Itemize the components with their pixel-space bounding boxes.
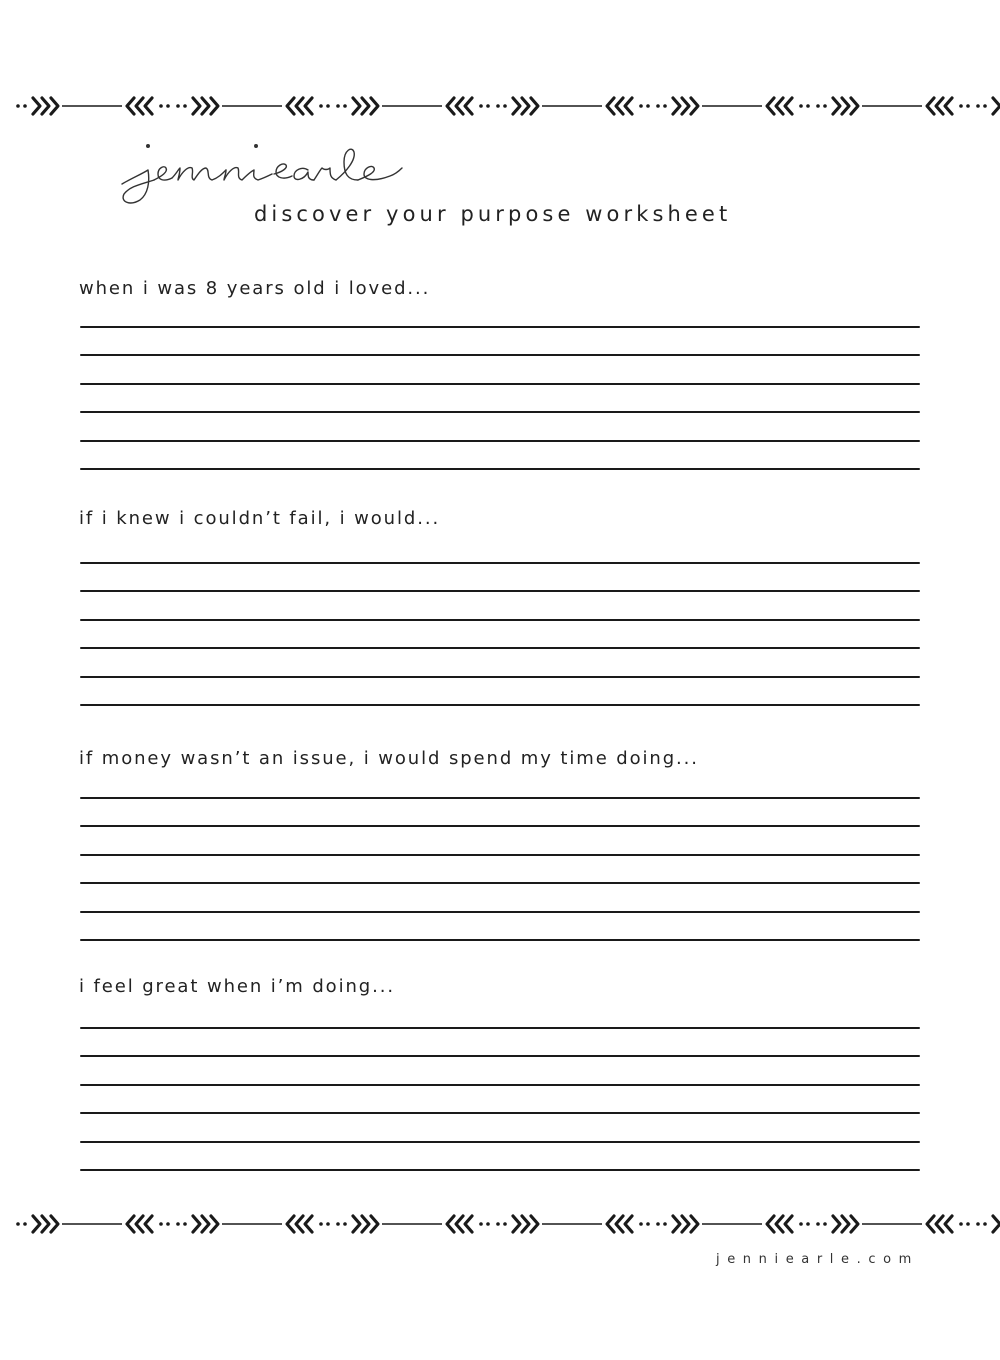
dot-icon [496,1222,500,1226]
answer-line[interactable] [80,1027,920,1029]
dot-icon [343,104,347,108]
dot-icon [976,1222,980,1226]
answer-line[interactable] [80,619,920,621]
chevron-icon [465,1216,472,1232]
chevron-icon [927,98,934,114]
chevron-icon [691,98,698,114]
chevron-icon [211,98,218,114]
dot-icon [159,104,163,108]
chevron-icon [193,1216,200,1232]
answer-line[interactable] [80,1084,920,1086]
chevron-icon [296,98,303,114]
dot-icon [343,1222,347,1226]
chevron-icon [305,1216,312,1232]
dot-icon [966,1222,970,1226]
chevron-icon [776,98,783,114]
dot-icon [823,104,827,108]
chevron-icon [447,1216,454,1232]
dot-icon [799,1222,803,1226]
chevron-icon [682,1216,689,1232]
answer-line[interactable] [80,562,920,564]
dot-icon [336,104,340,108]
answer-line[interactable] [80,676,920,678]
chevron-icon [673,98,680,114]
arrow-chevron-border-icon [16,98,1000,114]
dot-icon [983,104,987,108]
chevron-icon [202,1216,209,1232]
dot-icon [496,104,500,108]
answer-line[interactable] [80,1055,920,1057]
dot-icon [166,104,170,108]
chevron-icon [287,1216,294,1232]
dot-icon [319,104,323,108]
chevron-icon [371,98,378,114]
chevron-icon [682,98,689,114]
chevron-icon [945,98,952,114]
chevron-icon [513,1216,520,1232]
answer-line[interactable] [80,882,920,884]
dot-icon [799,104,803,108]
answer-line[interactable] [80,440,920,442]
dot-icon [959,104,963,108]
dot-icon [816,104,820,108]
prompt-couldnt-fail: if i knew i couldn’t fail, i would... [79,508,441,529]
chevron-icon [607,98,614,114]
dot-icon [479,1222,483,1226]
chevron-icon [691,1216,698,1232]
dot-icon [823,1222,827,1226]
dot-icon [166,1222,170,1226]
answer-line[interactable] [80,939,920,941]
chevron-icon [936,98,943,114]
answer-lines-section-1[interactable] [80,326,920,496]
footer-website-url: jenniearle.com [716,1252,919,1267]
chevron-icon [42,1216,49,1232]
dot-icon [959,1222,963,1226]
dot-icon [663,104,667,108]
chevron-icon [785,98,792,114]
chevron-icon [211,1216,218,1232]
chevron-icon [851,1216,858,1232]
chevron-icon [127,98,134,114]
chevron-icon [136,1216,143,1232]
chevron-icon [625,98,632,114]
dot-icon [183,104,187,108]
dot-icon [663,1222,667,1226]
chevron-icon [993,98,1000,114]
dot-icon [656,1222,660,1226]
dot-icon [966,104,970,108]
answer-line[interactable] [80,854,920,856]
chevron-icon [51,98,58,114]
chevron-icon [145,1216,152,1232]
dot-icon [503,104,507,108]
chevron-icon [287,98,294,114]
chevron-icon [616,98,623,114]
prompt-eight-years-old: when i was 8 years old i loved... [79,278,431,299]
prompt-feel-great: i feel great when i’m doing... [79,976,395,997]
worksheet-subtitle: discover your purpose worksheet [254,202,732,226]
chevron-icon [927,1216,934,1232]
chevron-icon [33,1216,40,1232]
dot-icon [976,104,980,108]
chevron-icon [936,1216,943,1232]
answer-line[interactable] [80,647,920,649]
answer-line[interactable] [80,326,920,328]
chevron-icon [531,1216,538,1232]
dot-icon [806,1222,810,1226]
dot-icon [479,104,483,108]
chevron-icon [833,98,840,114]
dot-icon [159,1222,163,1226]
chevron-icon [522,98,529,114]
dot-icon [16,1222,20,1226]
dot-icon [16,104,20,108]
chevron-icon [785,1216,792,1232]
chevron-icon [42,98,49,114]
arrow-chevron-border-icon [16,1216,1000,1232]
dot-icon [336,1222,340,1226]
dot-icon [183,1222,187,1226]
answer-line[interactable] [80,1141,920,1143]
chevron-icon [305,98,312,114]
chevron-icon [362,1216,369,1232]
dot-icon [326,1222,330,1226]
chevron-icon [456,98,463,114]
chevron-icon [202,98,209,114]
answer-lines-section-4[interactable] [80,1027,920,1197]
chevron-icon [362,98,369,114]
chevron-icon [625,1216,632,1232]
chevron-icon [993,1216,1000,1232]
chevron-icon [371,1216,378,1232]
answer-line[interactable] [80,411,920,413]
chevron-icon [136,98,143,114]
chevron-icon [447,98,454,114]
chevron-icon [673,1216,680,1232]
dot-icon [646,1222,650,1226]
dot-icon [646,104,650,108]
dot-icon [656,104,660,108]
handwritten-signature-logo [118,140,408,210]
chevron-icon [127,1216,134,1232]
chevron-icon [353,1216,360,1232]
dot-icon [639,1222,643,1226]
dot-icon [816,1222,820,1226]
chevron-icon [945,1216,952,1232]
chevron-icon [193,98,200,114]
dot-icon [176,104,180,108]
answer-line[interactable] [80,825,920,827]
dot-icon [486,104,490,108]
answer-lines-section-2[interactable] [80,562,920,732]
dot-icon [23,104,27,108]
answer-line[interactable] [80,797,920,799]
chevron-icon [296,1216,303,1232]
chevron-icon [531,98,538,114]
chevron-icon [767,1216,774,1232]
answer-line[interactable] [80,1169,920,1171]
answer-line[interactable] [80,704,920,706]
chevron-icon [522,1216,529,1232]
answer-line[interactable] [80,354,920,356]
dot-icon [176,1222,180,1226]
answer-line[interactable] [80,590,920,592]
chevron-icon [51,1216,58,1232]
chevron-icon [776,1216,783,1232]
decorative-arrow-border-top [0,86,1000,126]
dot-icon [486,1222,490,1226]
brand-logo [118,140,408,210]
chevron-icon [842,1216,849,1232]
answer-line[interactable] [80,383,920,385]
chevron-icon [33,98,40,114]
dot-icon [23,1222,27,1226]
chevron-icon [607,1216,614,1232]
chevron-icon [145,98,152,114]
dot-icon [983,1222,987,1226]
dot-icon [806,104,810,108]
chevron-icon [851,98,858,114]
prompt-money-not-issue: if money wasn’t an issue, i would spend my time doing... [79,748,699,769]
chevron-icon [767,98,774,114]
answer-line[interactable] [80,468,920,470]
chevron-icon [616,1216,623,1232]
dot-icon [326,104,330,108]
chevron-icon [456,1216,463,1232]
chevron-icon [465,98,472,114]
answer-line[interactable] [80,1112,920,1114]
chevron-icon [513,98,520,114]
decorative-arrow-border-bottom [0,1204,1000,1244]
chevron-icon [842,98,849,114]
answer-lines-section-3[interactable] [80,797,920,967]
chevron-icon [833,1216,840,1232]
answer-line[interactable] [80,911,920,913]
chevron-icon [353,98,360,114]
dot-icon [319,1222,323,1226]
dot-icon [639,104,643,108]
dot-icon [503,1222,507,1226]
